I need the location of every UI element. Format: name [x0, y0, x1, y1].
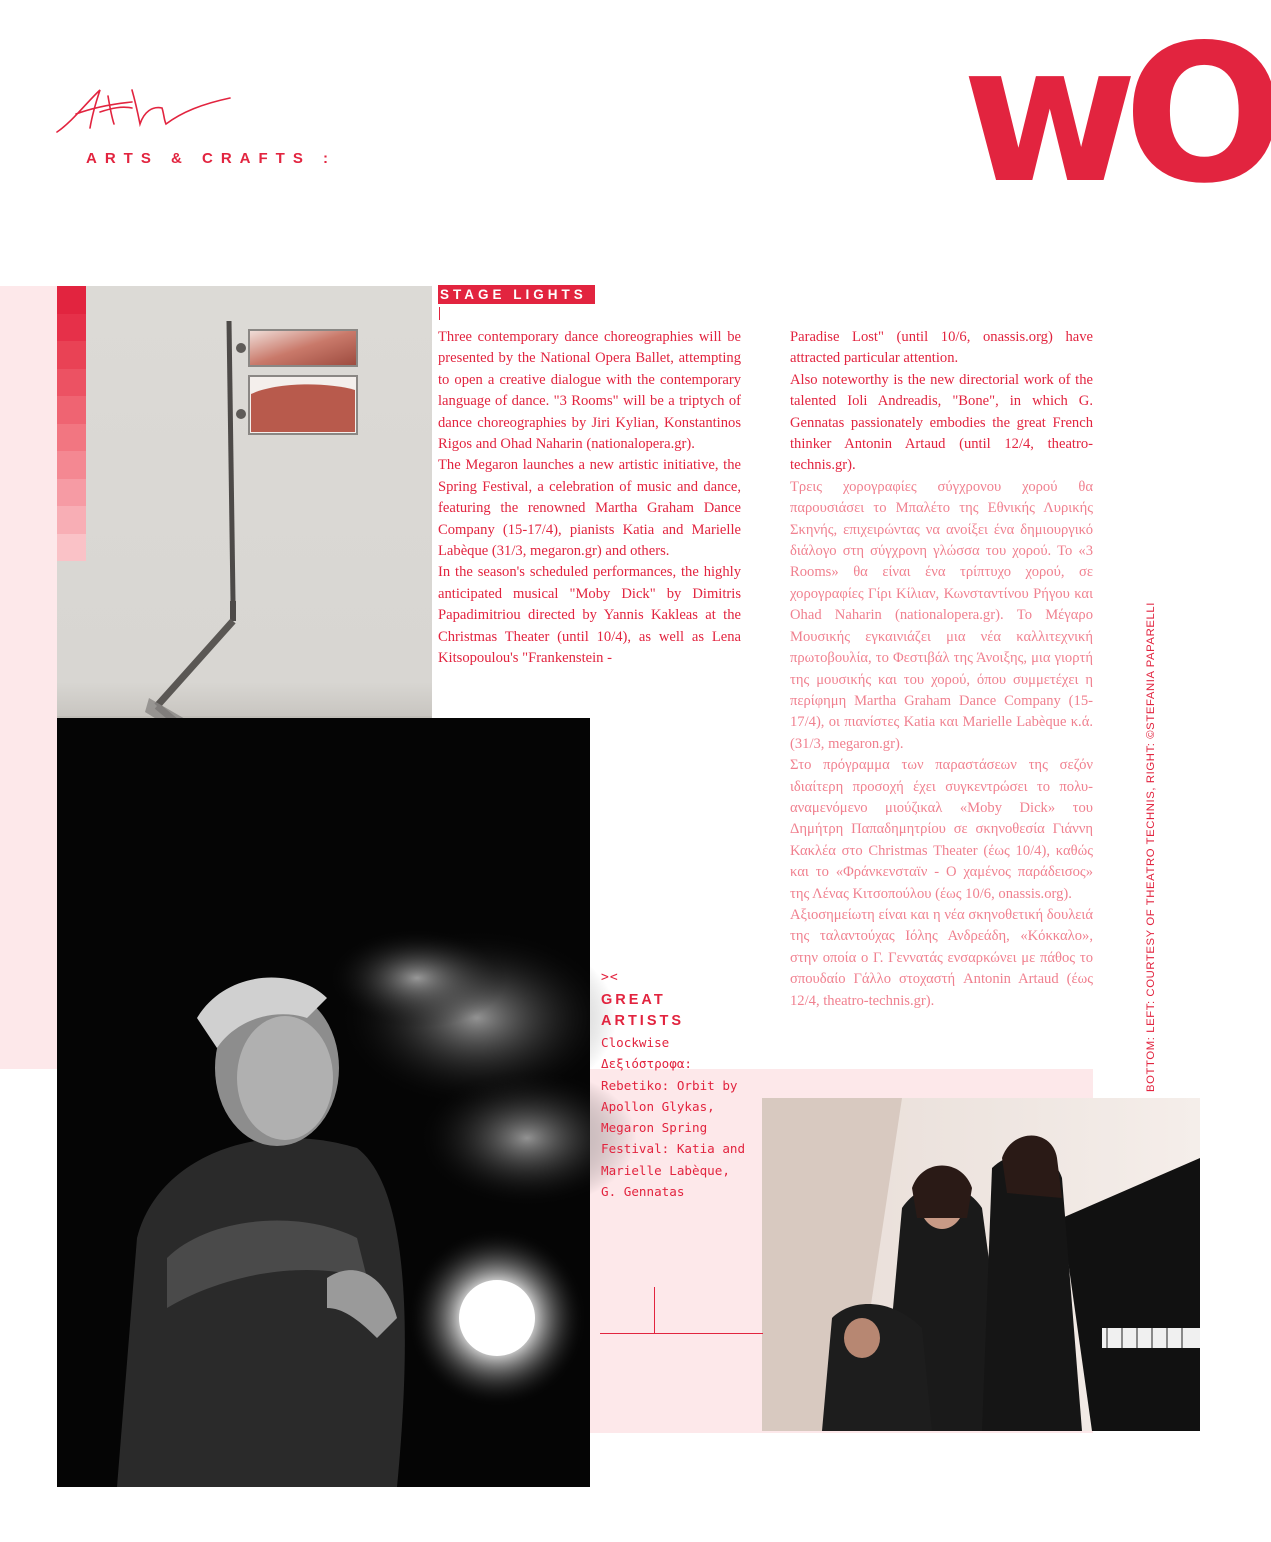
paragraph-en: Three contemporary dance choreographies will be presented by the National Opera Ballet, attempting to open a creative dialogue with the contemporary language of dance. "3 Rooms" will be a triptych of dance choreographies by Jiri Kylian, Konstantinos Rigos and Ohad Naharin (nationalopera.gr). [438, 329, 741, 453]
caption-label-gr: Δεξιόστροφα: [601, 1056, 692, 1072]
section-label: ARTS & CRAFTS : [86, 150, 336, 167]
paragraph-en: The Megaron launches a new artistic initiative, the Spring Festival, a celebration of music and dance, featuring the renowned Martha Graham Dance Company (15-17/4), pianists Katia and Marielle Labèque (31/3, megaron.gr) and others. [438, 457, 741, 560]
color-swatch [57, 534, 86, 562]
article-column-right [790, 327, 1093, 1012]
caption-title-line: ARTISTS [601, 1013, 685, 1029]
paragraph-en: In the season's scheduled performances, the highly anticipated musical "Moby Dick" by Dimitris Papadimitriou directed by Yannis Kakleas at the Christmas Theater (until 10/4), as well as Lena Kitsopoulou's "Frankenstein - [438, 564, 741, 667]
color-swatch [57, 341, 86, 369]
caption-body [601, 1032, 751, 1202]
section-big-word: wO [962, 4, 1271, 225]
caption-arrows-icon: >< [601, 970, 619, 985]
caption-rule-vertical [654, 1287, 655, 1333]
paragraph-en: Paradise Lost" (until 10/6, onassis.org) have attracted particular attention. [790, 329, 1093, 367]
caption-rule-horizontal [600, 1333, 763, 1334]
kicker-tick-line [439, 307, 440, 320]
paragraph-gr: Τρεις χορογραφίες σύγχρονου χορού θα παρουσιάσει το Μπαλέτο της Εθνικής Λυρικής Σκηνής, επιχειρώντας να ανοίξει ένα δημιουργικό διάλογο στη σύγχρονη γλώσσα του χορού. Το «3 Rooms» θα είναι ένα τρίπτυχο χορού, σε χορογραφίες Γίρι Κίλιαν, Κωνσταντίνου Ρήγου και Ohad Naharin (nationalopera.gr). Το Μέγαρο Μουσικής εγκαινιάζει μια νέα καλλιτεχνική πρωτοβουλία, το Φεστιβάλ της Άνοιξης, μια γιορτή της μουσικής και του χορού, όπου συμμετέχει η περίφημη Martha Graham Dance Company (15-17/4), οι πιανίστες Katia και Marielle Labèque κ.ά. (31/3, megaron.gr). [790, 478, 1093, 752]
article-kicker: STAGE LIGHTS [438, 285, 595, 304]
color-swatch [57, 424, 86, 452]
photo-man-with-smoke [57, 718, 590, 1487]
paragraph-gr: Αξιοσημείωτη είναι και η νέα σκηνοθετική δουλειά της ταλαντούχας Ιόλης Ανδρεάδη, «Κόκκαλο», στην οποία ο Γ. Γεννατάς ενσαρκώνει με πάθος το σπουδαίο Γάλλο στοχαστή Antonin Artaud (έως 12/4, theatro-technis.gr). [790, 906, 1093, 1009]
color-swatch [57, 479, 86, 507]
color-swatch [57, 314, 86, 342]
color-swatch [57, 369, 86, 397]
color-swatch [57, 451, 86, 479]
photo-pianists [762, 1098, 1200, 1431]
caption-title-line: GREAT [601, 992, 666, 1008]
color-swatch [57, 396, 86, 424]
paragraph-en: Also noteworthy is the new directorial work of the talented Ioli Andreadis, "Bone", in which G. Gennatas passionately embodies the great French thinker Antonin Artaud (until 12/4, theatro-technis.gr). [790, 371, 1093, 474]
photo-credit: BOTTOM: LEFT: COURTESY OF THEATRO TECHNIS, RIGHT: ©STEFANIA PAPARELLI [1145, 602, 1157, 1092]
article-column-left [438, 327, 741, 670]
color-swatch-strip [57, 286, 86, 561]
caption-title [601, 990, 684, 1032]
color-swatch [57, 286, 86, 314]
caption-label-en: Clockwise [601, 1035, 670, 1050]
color-swatch [57, 506, 86, 534]
signature-logo [52, 82, 237, 142]
caption-text: Rebetiko: Orbit by Apollon Glykas, Megaron Spring Festival: Katia and Marielle Labèque, G. Gennatas [601, 1077, 746, 1200]
paragraph-gr: Στο πρόγραμμα των παραστάσεων της σεζόν ιδιαίτερη προσοχή έχει συγκεντρώσει το πολυ-αναμενόμενο μιούζικαλ «Moby Dick» του Δημήτρη Παπαδημητρίου σε σκηνοθεσία Γιάννη Κακλέα στο Christmas Theater (έως 10/4), καθώς και το «Φράνκενσταϊν - Ο χαμένος παράδεισος» της Λένας Κιτσοπούλου (έως 10/6, onassis.org). [790, 757, 1093, 902]
